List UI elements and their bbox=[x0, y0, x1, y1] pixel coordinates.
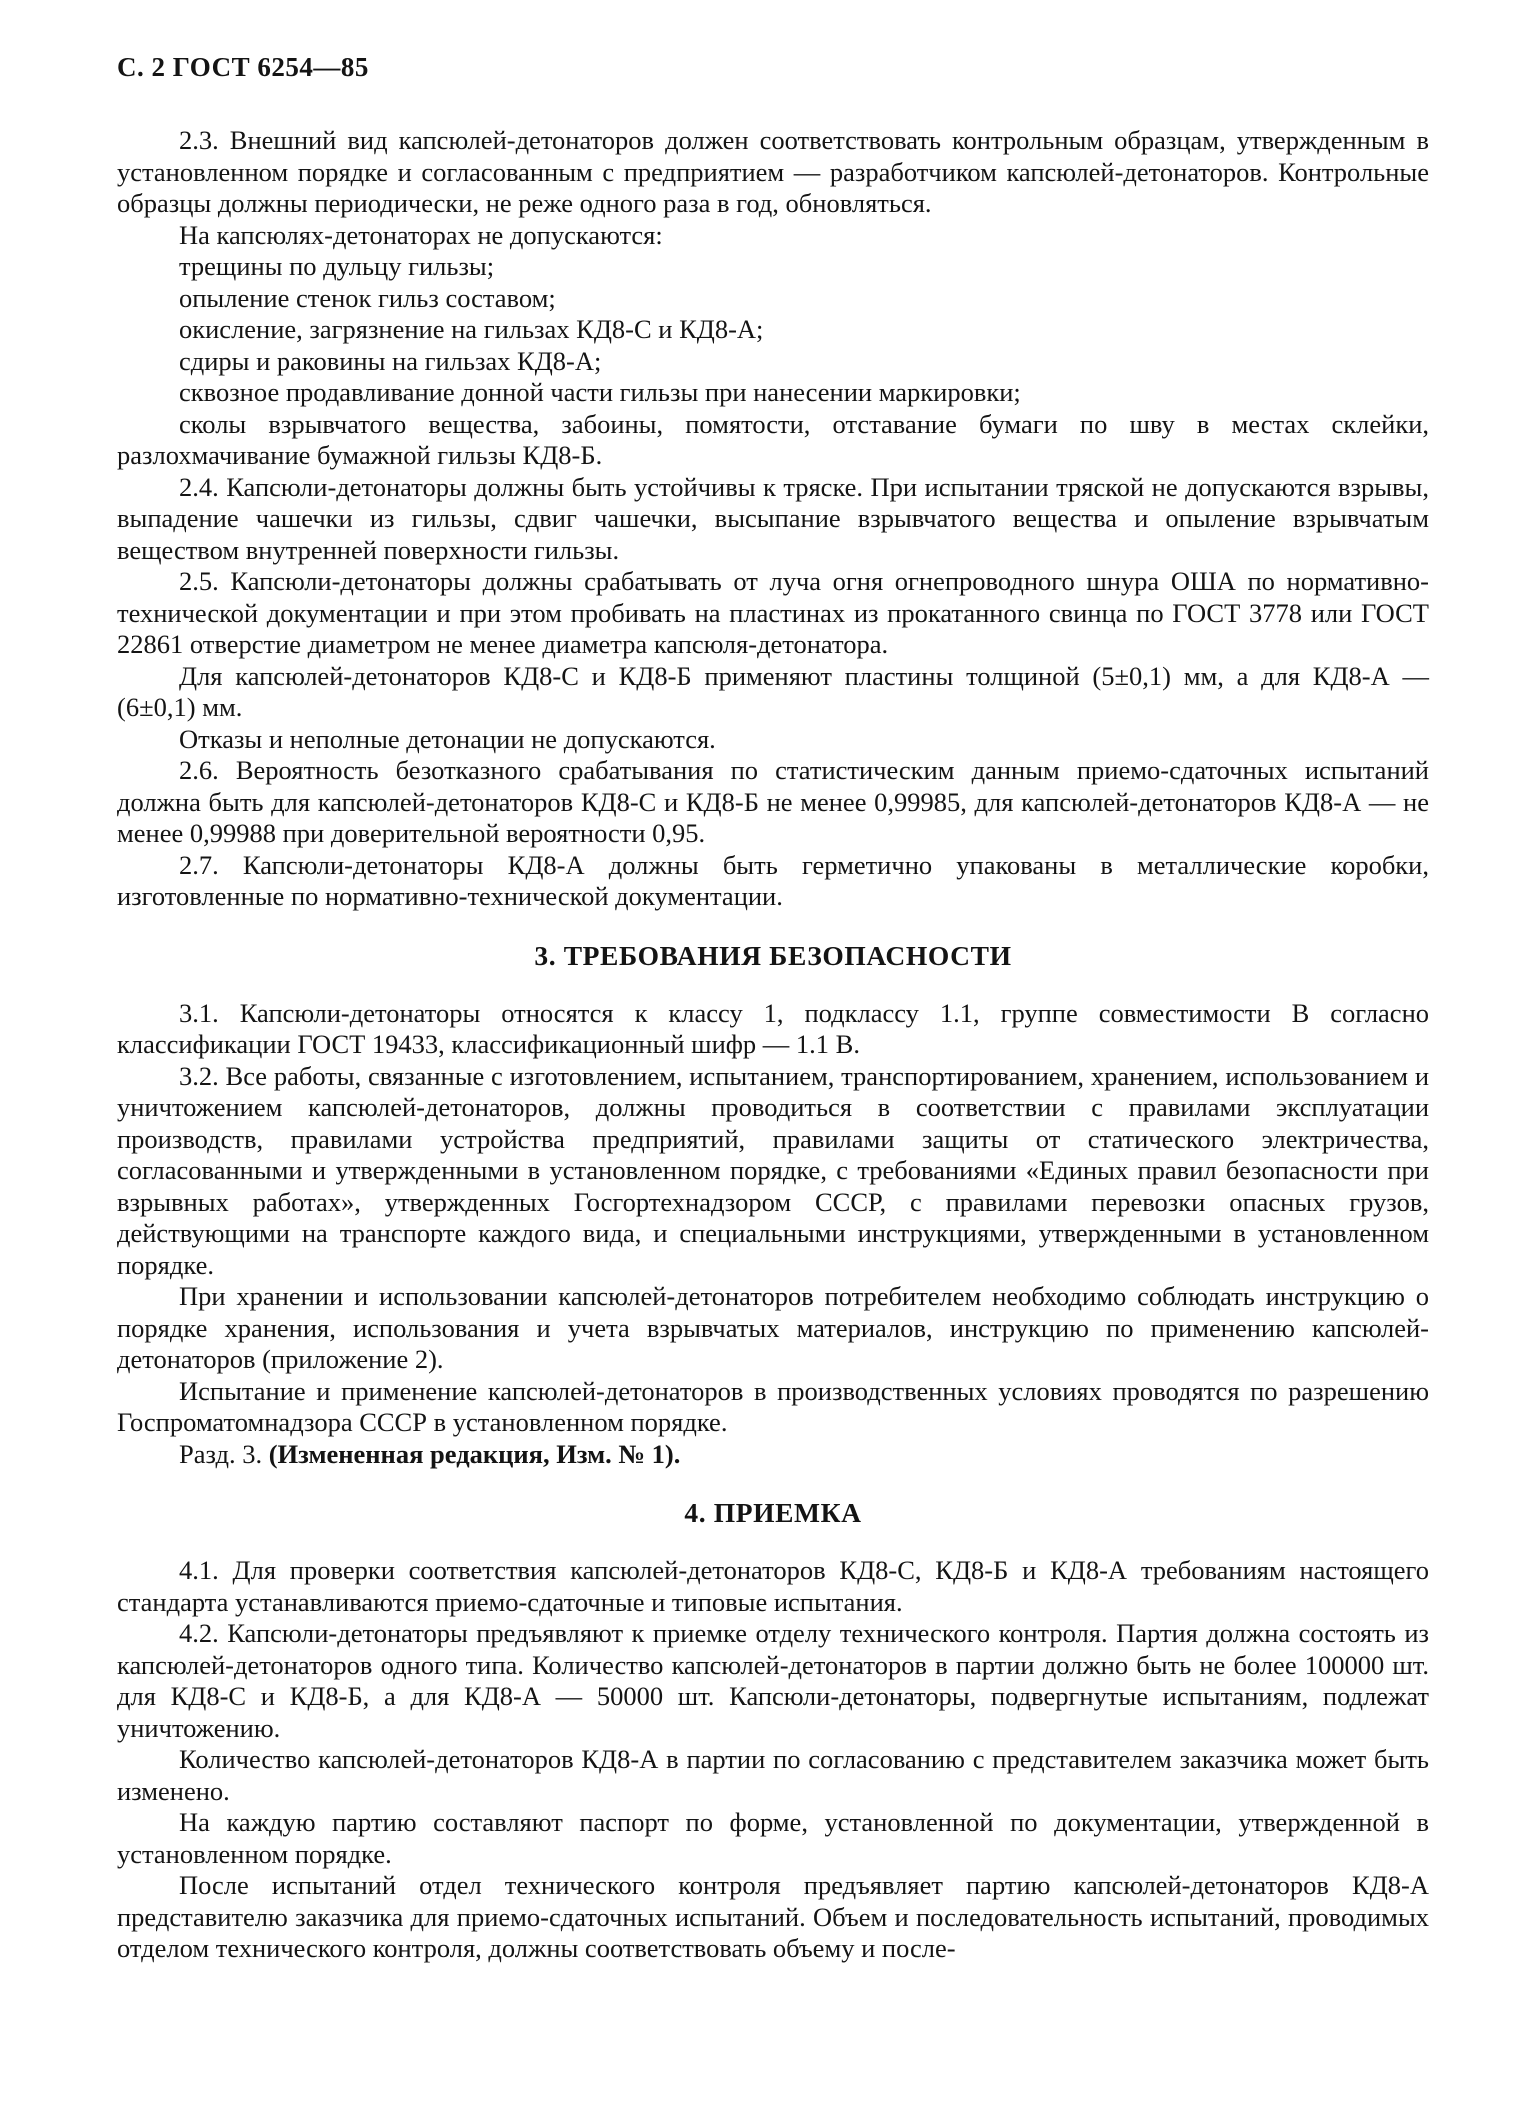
defect-item: сквозное продавливание донной части гильзы при нанесении маркировки; bbox=[179, 377, 1021, 407]
paragraph-4-2-quantity: Количество капсюлей-детонаторов КД8-А в партии по согласованию с представителем заказчика может быть изменено. bbox=[117, 1744, 1429, 1806]
defect-item: сдиры и раковины на гильзах КД8-А; bbox=[179, 345, 602, 376]
paragraph-3-1: 3.1. Капсюли-детонаторы относятся к классу 1, подклассу 1.1, группе совместимости B согласно классификации ГОСТ 19433, классификационный шифр — 1.1 B. bbox=[117, 997, 1429, 1059]
paragraph-2-5-failures: Отказы и неполные детонации не допускаются. bbox=[179, 723, 716, 754]
paragraph-4-1: 4.1. Для проверки соответствия капсюлей-детонаторов КД8-С, КД8-Б и КД8-А требованиям настоящего стандарта устанавливаются приемо-сдаточные и типовые испытания. bbox=[117, 1555, 1429, 1617]
paragraph-3-2: 3.2. Все работы, связанные с изготовлением, испытанием, транспортированием, хранением, использованием и уничтожением капсюлей-детонаторов, должны проводиться в соответствии с правилами эксплуатации производств, правилами устройства предприятий, правилами защиты от статического электричества, согласованными и утвержденными в установленном порядке, с требованиями «Единых правил безопасности при взрывных работах», утвержденных Госгортехнадзором СССР, с правилами перевозки опасных грузов, действующими на транспорте каждого вида, и специальными инструкциями, утвержденными в установленном порядке. bbox=[117, 1060, 1429, 1280]
paragraph-2-5-plates: Для капсюлей-детонаторов КД8-С и КД8-Б применяют пластины толщиной (5±0,1) мм, а для КД8-А — (6±0,1) мм. bbox=[117, 660, 1429, 722]
paragraph-2-4: 2.4. Капсюли-детонаторы должны быть устойчивы к тряске. При испытании тряской не допускаются взрывы, выпадение чашечки из гильзы, сдвиг чашечки, высыпание взрывчатого вещества и опыление взрывчатым веществом внутренней поверхности гильзы. bbox=[117, 471, 1429, 565]
defect-item-last: сколы взрывчатого вещества, забоины, помятости, отставание бумаги по шву в местах склейки, разлохмачивание бумажной гильзы КД8-Б. bbox=[117, 408, 1429, 470]
defect-item: опыление стенок гильз составом; bbox=[179, 282, 556, 313]
section-4-title: 4. ПРИЕМКА bbox=[684, 1497, 862, 1528]
paragraph-3-2-storage: При хранении и использовании капсюлей-детонаторов потребителем необходимо соблюдать инструкцию о порядке хранения, использования и учета взрывчатых материалов, инструкцию по применению капсюлей-детонаторов (приложение 2). bbox=[117, 1281, 1429, 1374]
section-3-title: 3. ТРЕБОВАНИЯ БЕЗОПАСНОСТИ bbox=[534, 939, 1012, 971]
paragraph-4-2-after-tests: После испытаний отдел технического контроля предъявляет партию капсюлей-детонаторов КД8-А представителю заказчика для приемо-сдаточных испытаний. Объем и последовательность испытаний, проводимых отделом технического контроля, должны соответствовать объему и после- bbox=[117, 1870, 1429, 1963]
paragraph-4-2: 4.2. Капсюли-детонаторы предъявляют к приемке отделу технического контроля. Партия должна состоять из капсюлей-детонаторов одного типа. Количество капсюлей-детонаторов в партии должно быть не более 100000 шт. для КД8-С и КД8-Б, а для КД8-А — 50000 шт. Капсюли-детонаторы, подвергнутые испытаниям, подлежат уничтожению. bbox=[117, 1618, 1429, 1743]
paragraph-2-5: 2.5. Капсюли-детонаторы должны срабатывать от луча огня огнепроводного шнура ОША по нормативно-технической документации и при этом пробивать на пластинах из прокатанного свинца по ГОСТ 3778 или ГОСТ 22861 отверстие диаметром не менее диаметра капсюля-детонатора. bbox=[117, 566, 1429, 659]
defect-item: окисление, загрязнение на гильзах КД8-С и КД8-А; bbox=[179, 314, 764, 344]
amendment-prefix: Разд. 3. bbox=[179, 1438, 263, 1469]
defects-intro: На капсюлях-детонаторах не допускаются: bbox=[179, 219, 663, 250]
paragraph-2-7: 2.7. Капсюли-детонаторы КД8-А должны быть герметично упакованы в металлические коробки, изготовленные по нормативно-технической документации. bbox=[117, 849, 1429, 911]
paragraph-3-2-testing: Испытание и применение капсюлей-детонаторов в производственных условиях проводятся по разрешению Госпроматомнадзора СССР в установленном порядке. bbox=[117, 1375, 1429, 1437]
page-header: С. 2 ГОСТ 6254—85 bbox=[117, 52, 369, 82]
paragraph-2-6: 2.6. Вероятность безотказного срабатывания по статистическим данным приемо-сдаточных испытаний должна быть для капсюлей-детонаторов КД8-С и КД8-Б не менее 0,99985, для капсюлей-детонаторов КД8-А — не менее 0,99988 при доверительной вероятности 0,95. bbox=[117, 755, 1429, 848]
defect-item: трещины по дульцу гильзы; bbox=[179, 251, 495, 281]
paragraph-2-3: 2.3. Внешний вид капсюлей-детонаторов должен соответствовать контрольным образцам, утвержденным в установленном порядке и согласованным с предприятием — разработчиком капсюлей-детонаторов. Контрольные образцы должны периодически, не реже одного раза в год, обновляться. bbox=[117, 125, 1429, 218]
amendment-text: (Измененная редакция, Изм. № 1). bbox=[268, 1438, 681, 1469]
section-3-amendment-note bbox=[117, 1439, 1429, 1471]
paragraph-4-2-passport: На каждую партию составляют паспорт по форме, установленной по документации, утвержденной в установленном порядке. bbox=[117, 1807, 1429, 1869]
